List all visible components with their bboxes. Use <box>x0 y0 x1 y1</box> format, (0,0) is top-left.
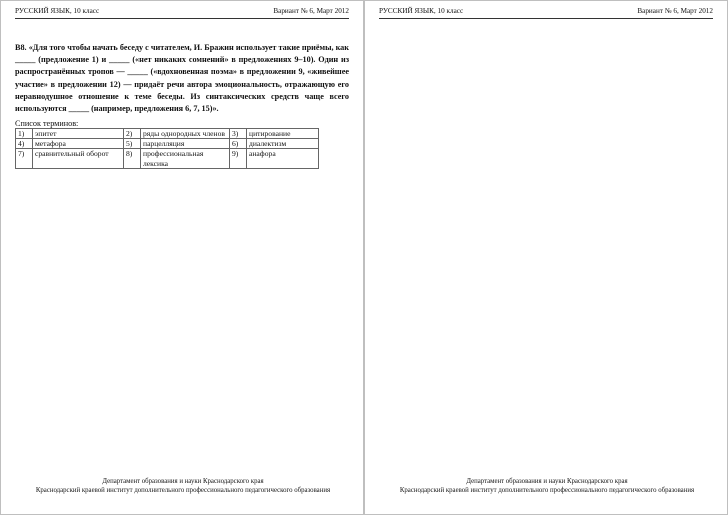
term-text: парцелляция <box>141 139 230 149</box>
table-row <box>16 129 319 139</box>
term-number: 7) <box>16 149 33 168</box>
term-text: эпитет <box>33 129 124 139</box>
term-text: метафора <box>33 139 124 149</box>
terms-table <box>15 128 319 169</box>
term-text: анафора <box>247 149 319 168</box>
term-number: 4) <box>16 139 33 149</box>
term-text: цитирование <box>247 129 319 139</box>
term-number: 1) <box>16 129 33 139</box>
header-subject: РУССКИЙ ЯЗЫК, 10 класс <box>379 7 464 15</box>
table-row <box>16 139 319 149</box>
right-page <box>364 0 728 515</box>
table-row <box>16 149 319 168</box>
term-number: 6) <box>230 139 247 149</box>
term-number: 5) <box>124 139 141 149</box>
footer-department: Департамент образования и науки Краснодарского края <box>466 478 628 485</box>
footer-department: Департамент образования и науки Краснодарского края <box>102 478 264 485</box>
footer-institute: Краснодарский краевой институт дополнительного профессионального педагогического образования <box>35 487 331 494</box>
term-text: профессиональная лексика <box>141 149 230 168</box>
task-b8-text: B8. «Для того чтобы начать беседу с читателем, И. Бражин использует такие приёмы, как _____ (предложение 1) и _____ («нет никаких сомнений» в предложениях 9–10). Один из распространённых тропов — _____ («вдохновенная поэма» в предложении 9, «живейшее участие» в предложении 12) — придаёт речи автора эмоциональность, отражающую его неравнодушное отношение к теме беседы. Из синтаксических средств чаще всего используются _____ (например, предложения 6, 7, 15)». <box>15 43 349 114</box>
term-text: ряды однородных членов <box>141 129 230 139</box>
term-text: диалектизм <box>247 139 319 149</box>
term-number: 2) <box>124 129 141 139</box>
term-number: 3) <box>230 129 247 139</box>
header-variant: Вариант № 6, Март 2012 <box>637 7 713 15</box>
term-text: сравнительный оборот <box>33 149 124 168</box>
header-subject: РУССКИЙ ЯЗЫК, 10 класс <box>15 7 100 15</box>
header-variant: Вариант № 6, Март 2012 <box>273 7 349 15</box>
header-rule <box>15 18 349 19</box>
header-rule <box>379 18 713 19</box>
term-number: 9) <box>230 149 247 168</box>
footer-institute: Краснодарский краевой институт дополнительного профессионального педагогического образования <box>399 487 695 494</box>
terms-title: Список терминов: <box>15 119 79 128</box>
term-number: 8) <box>124 149 141 168</box>
